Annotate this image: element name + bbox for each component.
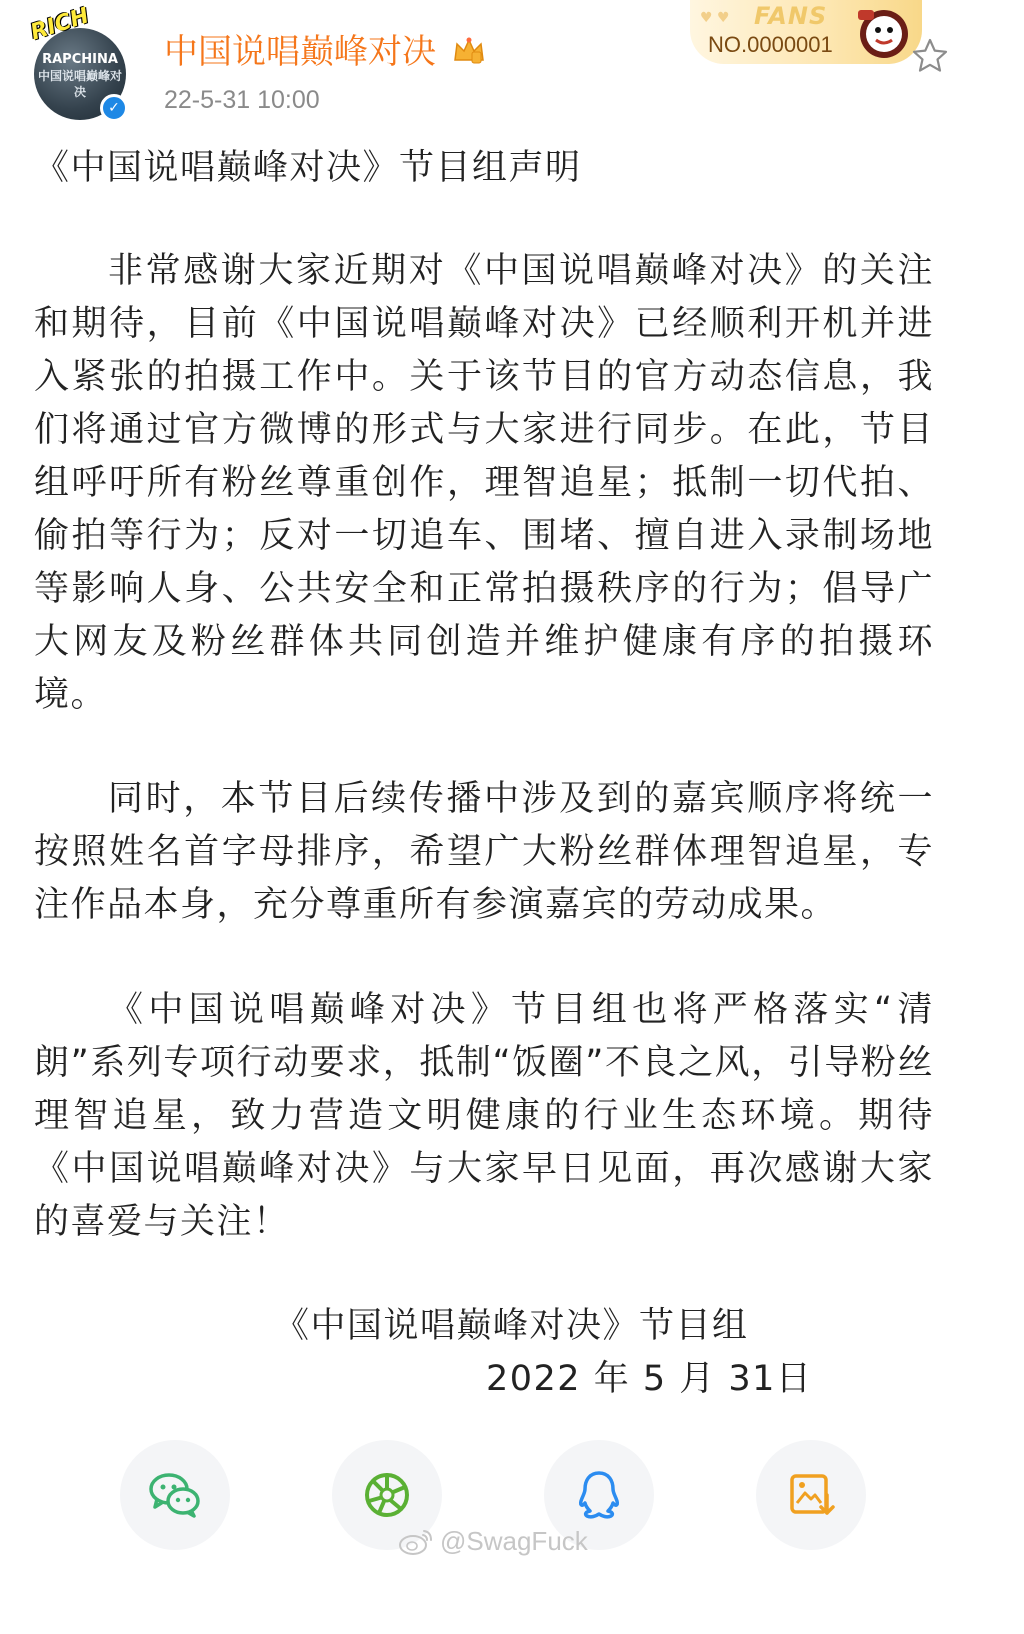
mascot-icon: [850, 4, 914, 62]
statement-title: 《中国说唱巅峰对决》节目组声明: [34, 148, 582, 188]
save-image-icon: [781, 1465, 841, 1525]
crown-icon: [452, 34, 486, 68]
verified-badge-icon: ✓: [100, 94, 128, 122]
avatar[interactable]: [27, 3, 126, 120]
avatar-badge-text: RICH: [27, 3, 93, 46]
watermark-text: @SwagFuck: [440, 1526, 588, 1556]
avatar-brand-line1: RAPCHINA: [42, 52, 118, 67]
star-icon[interactable]: [910, 36, 950, 76]
heart-icon: ♥ ♥: [700, 10, 730, 26]
post-timestamp: 22-5-31 10:00: [164, 86, 320, 114]
fans-label: FANS: [754, 2, 828, 30]
fans-number: NO.0000001: [708, 32, 833, 57]
statement-paragraph-1: 非常感谢大家近期对《中国说唱巅峰对决》的关注和期待，目前《中国说唱巅峰对决》已经顺利开机并进入紧张的拍摄工作中。关于该节目的官方动态信息，我们将通过官方微博的形式与大家进行同步。在此，节目组呼吁所有粉丝尊重创作，理智追星；抵制一切代拍、偷拍等行为；反对一切追车、围堵、擅自进入录制场地等影响人身、公共安全和正常拍摄秩序的行为；倡导广大网友及粉丝群体共同创造并维护健康有序的拍摄环境。: [34, 251, 934, 715]
share-wechat-button[interactable]: [120, 1440, 230, 1550]
avatar-brand: [38, 52, 122, 100]
weibo-icon: [398, 1527, 434, 1557]
statement-paragraph-2: 同时，本节目后续传播中涉及到的嘉宾顺序将统一按照姓名首字母排序，希望广大粉丝群体理智追星，专注作品本身，充分尊重所有参演嘉宾的劳动成果。: [34, 779, 934, 925]
statement-paragraph-3: 《中国说唱巅峰对决》节目组也将严格落实“清朗”系列专项行动要求，抵制“饭圈”不良之风，引导粉丝理智追星，致力营造文明健康的行业生态环境。期待《中国说唱巅峰对决》与大家早日见面，再次感谢大家的喜爱与关注！: [34, 990, 934, 1242]
watermark: [398, 1526, 588, 1557]
qq-icon: [569, 1465, 629, 1525]
avatar-brand-line2: 中国说唱巅峰对决: [38, 69, 123, 99]
author-name[interactable]: 中国说唱巅峰对决: [164, 32, 436, 72]
moments-icon: [357, 1465, 417, 1525]
post-header: [0, 0, 1024, 130]
signature-date: 2022 年 5 月 31日: [486, 1359, 813, 1399]
wechat-icon: [145, 1465, 205, 1525]
fans-card[interactable]: [690, 0, 922, 64]
signature-org: 《中国说唱巅峰对决》节目组: [274, 1306, 749, 1346]
save-image-button[interactable]: [756, 1440, 866, 1550]
